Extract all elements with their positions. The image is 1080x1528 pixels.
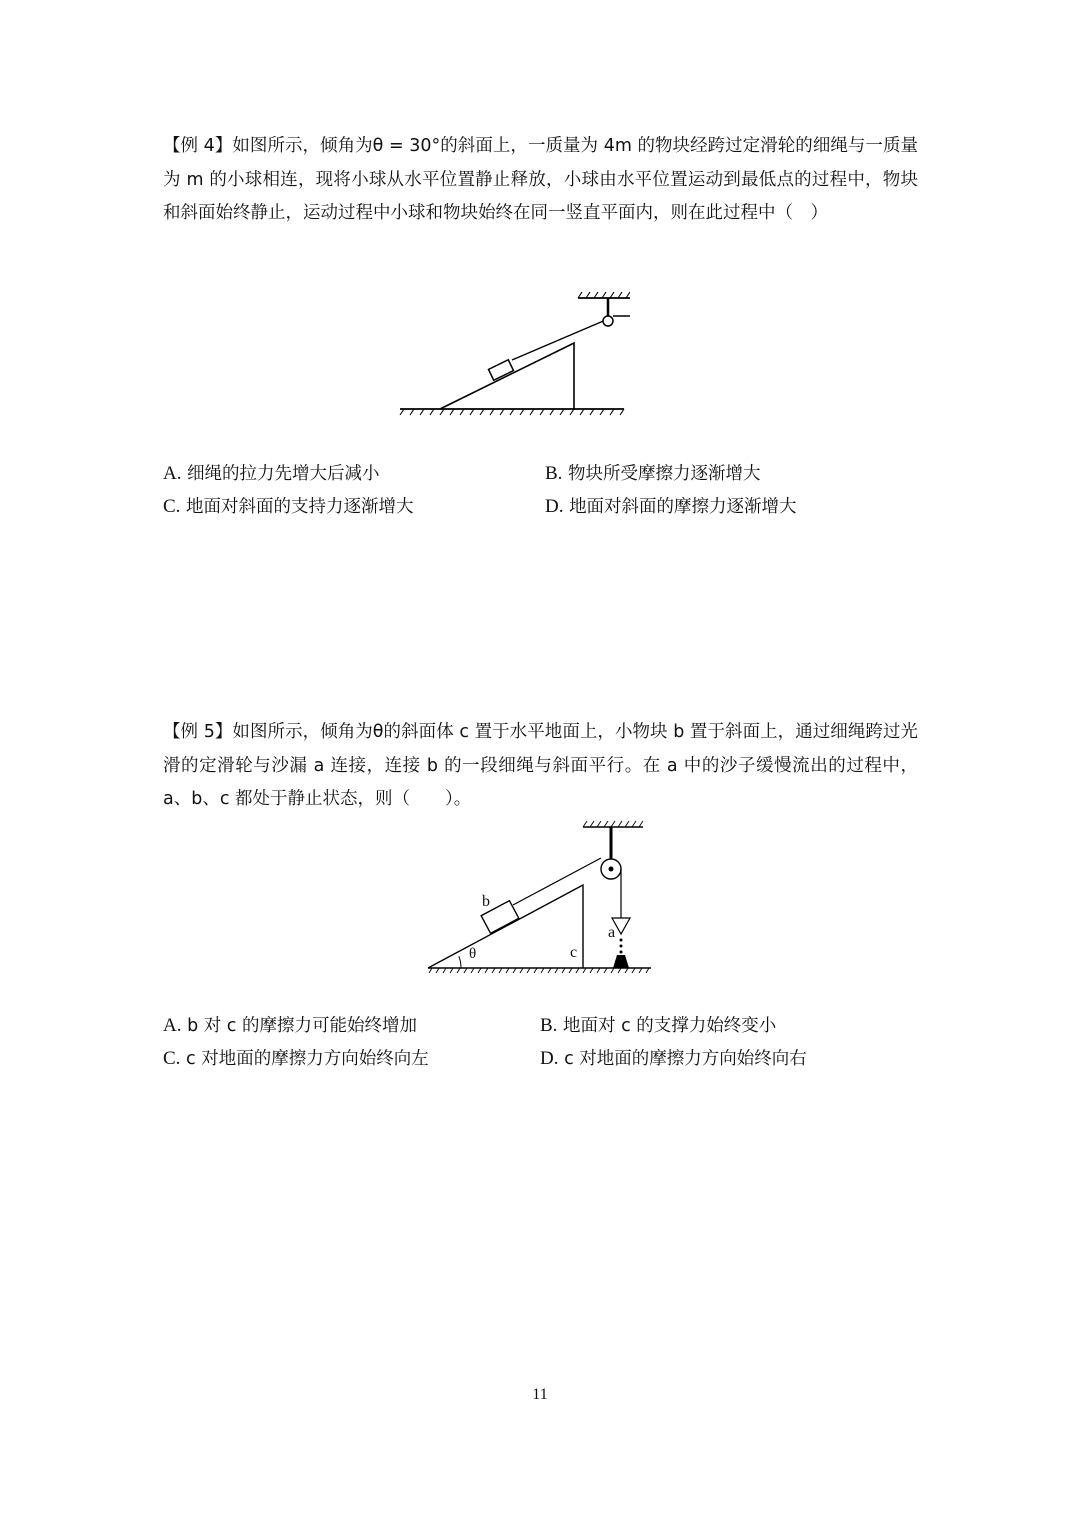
example-5-stem: 【例 5】如图所示，倾角为θ的斜面体 c 置于水平地面上，小物块 b 置于斜面上，通过细绳跨过光滑的定滑轮与沙漏 a 连接，连接 b 的一段细绳与斜面平行。在 a 中的沙子缓慢流出的过程中，a、b、c 都处于静止状态，则（ ）。 <box>163 722 918 809</box>
example-5-figure <box>425 815 655 980</box>
example-4-option-b: B. 物块所受摩擦力逐渐增大 <box>545 463 761 484</box>
figure-label-c: c <box>570 944 578 961</box>
example-4-option-a: A. 细绳的拉力先增大后减小 <box>163 463 380 484</box>
page-number: 11 <box>532 1386 548 1403</box>
example-5-option-b: B. 地面对 c 的支撑力始终变小 <box>540 1015 777 1036</box>
figure-label-b: b <box>482 893 490 910</box>
example-4-figure <box>395 288 630 418</box>
example-5 <box>163 716 918 817</box>
example-4-option-c: C. 地面对斜面的支持力逐渐增大 <box>163 496 414 517</box>
example-5-option-a: A. b 对 c 的摩擦力可能始终增加 <box>163 1015 417 1036</box>
example-4-stem: 【例 4】如图所示，倾角为θ = 30°的斜面上，一质量为 4m 的物块经跨过定滑轮的细绳与一质量为 m 的小球相连，现将小球从水平位置静止释放，小球由水平位置运动到最低点的过程中，物块和斜面始终静止，运动过程中小球和物块始终在同一竖直平面内，则在此过程中（ ） <box>163 136 918 223</box>
figure-label-a: a <box>608 924 616 941</box>
example-5-option-c: C. c 对地面的摩擦力方向始终向左 <box>163 1048 429 1069</box>
example-4 <box>163 130 918 231</box>
figure-label-theta: θ <box>469 946 477 962</box>
example-5-option-d: D. c 对地面的摩擦力方向始终向右 <box>540 1048 807 1069</box>
example-4-option-d: D. 地面对斜面的摩擦力逐渐增大 <box>545 496 797 517</box>
